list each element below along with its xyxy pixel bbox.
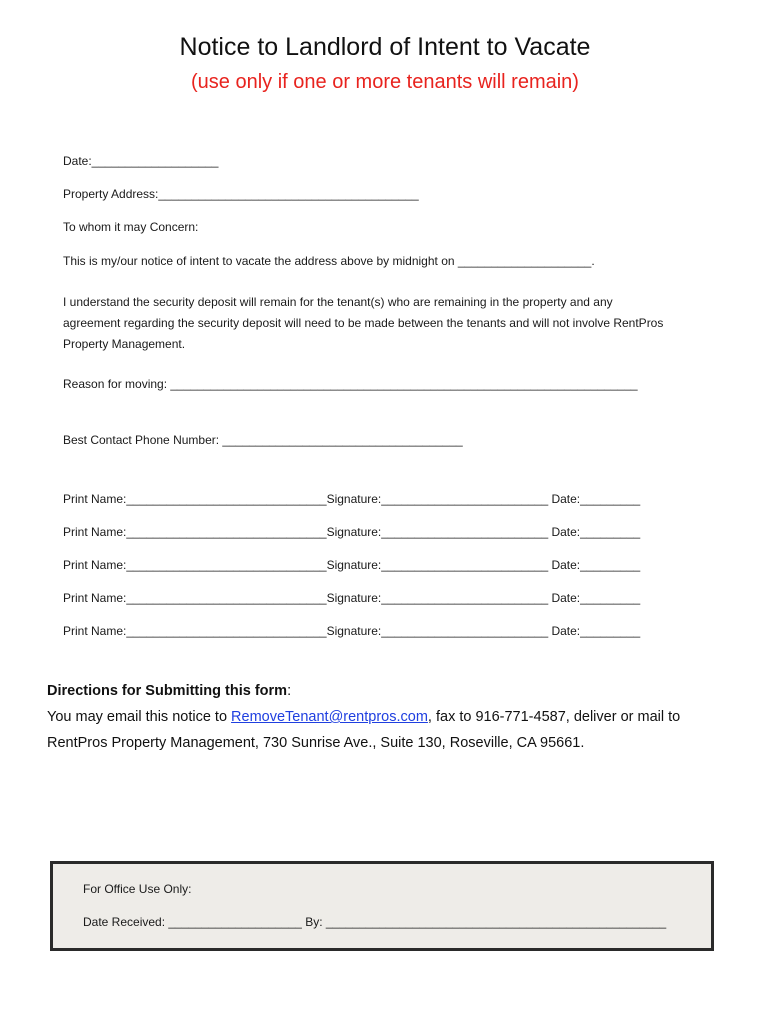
signature-row[interactable]: Print Name:______________________________Signature:_________________________ Date:_________ <box>63 558 641 572</box>
directions-text-start: You may email this notice to <box>47 709 232 725</box>
directions-heading-text: Directions for Submitting this form <box>47 683 288 699</box>
property-address-field[interactable]: Property Address:_______________________________________ <box>63 187 419 201</box>
signature-row[interactable]: Print Name:______________________________Signature:_________________________ Date:_________ <box>63 591 641 605</box>
deposit-paragraph: I understand the security deposit will remain for the tenant(s) who are remaining in the property and any agreement regarding the security deposit will need to be made between the tenants and will not involve RentPros Property Management. <box>63 295 664 351</box>
office-use-box <box>50 861 714 951</box>
office-use-title: For Office Use Only: <box>83 882 192 896</box>
directions-text-end: , fax to 916-771-4587, deliver or mail to RentPros Property Management, 730 Sunrise Ave., Suite 130, Roseville, CA 95661. <box>47 709 681 751</box>
signature-row[interactable]: Print Name:______________________________Signature:_________________________ Date:_________ <box>63 624 641 638</box>
reason-for-moving-field[interactable]: Reason for moving: ______________________________________________________________________ <box>63 377 638 391</box>
directions-heading <box>47 681 291 701</box>
signature-row[interactable]: Print Name:______________________________Signature:_________________________ Date:_________ <box>63 525 641 539</box>
date-field[interactable]: Date:___________________ <box>63 154 219 168</box>
date-received-field[interactable]: Date Received: ____________________ By: ___________________________________________________ <box>83 915 667 929</box>
signature-row[interactable]: Print Name:______________________________Signature:_________________________ Date:_________ <box>63 492 641 506</box>
directions-body <box>47 704 737 756</box>
document-subtitle: (use only if one or more tenants will remain) <box>191 71 579 93</box>
greeting-text: To whom it may Concern: <box>63 220 199 234</box>
email-link[interactable]: RemoveTenant@rentpros.com <box>231 709 428 725</box>
contact-phone-field[interactable]: Best Contact Phone Number: ____________________________________ <box>63 433 463 447</box>
vacate-date-field[interactable]: This is my/our notice of intent to vacate the address above by midnight on ____________________. <box>63 254 595 268</box>
document-title: Notice to Landlord of Intent to Vacate <box>179 33 591 61</box>
directions-heading-colon: : <box>287 683 292 699</box>
